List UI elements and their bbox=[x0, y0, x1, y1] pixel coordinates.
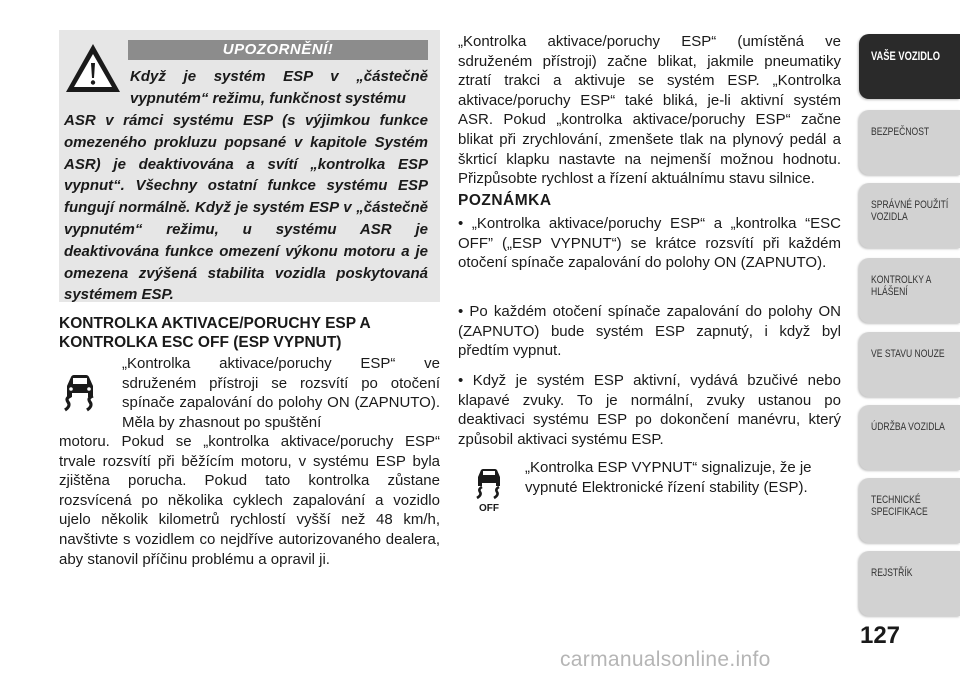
esp-off-icon bbox=[472, 464, 506, 514]
watermark: carmanualsonline.info bbox=[560, 648, 771, 671]
note-bullet-3: • Když je systém ESP aktivní, vydává bzučivé nebo klapavé zvuky. To je normální, zvuky ustanou po deaktivaci systému ESP po dokončení manévru, který způsobil aktivaci systému ESP. bbox=[458, 372, 841, 448]
right-paragraph: „Kontrolka aktivace/poruchy ESP“ (umístěná ve sdruženém přístroji) začne blikat, jakmile pneumatiky ztratí trakci a aktivuje se systém ESP. „Kontrolka aktivace/poruchy ESP“ také bliká, je-li aktivní systém ASR. Pokud „kontrolka aktivace/poruchy ESP“ začne blikat při zrychlování, zmenšete tlak na plynový pedál a škrticí klapku nastavte na nejmenší možnou hodnotu. Přizpůsobte rychlost a řízení aktuálnímu stavu silnice. bbox=[458, 33, 841, 188]
left-indent-paragraph: „Kontrolka aktivace/poruchy ESP“ ve sdruženém přístroji se rozsvítí po otočení spínače zapalování do polohy ON (ZAPNUTO). Měla by zhasnout po spuštění bbox=[122, 355, 440, 431]
section-heading: KONTROLKA AKTIVACE/PORUCHY ESP A KONTROLKA ESC OFF (ESP VYPNUT) bbox=[59, 315, 371, 351]
note-heading: POZNÁMKA bbox=[458, 192, 552, 209]
tab-technicke[interactable]: TECHNICKÉ SPECIFIKACE bbox=[859, 478, 960, 543]
tab-nouze[interactable]: VE STAVU NOUZE bbox=[859, 332, 960, 397]
note-bullet-1: • „Kontrolka aktivace/poruchy ESP“ a „kontrolka “ESC OFF” („ESP VYPNUT“) se krátce rozsvítí při každém otočení spínače zapalování do polohy ON (ZAPNUTO). bbox=[458, 215, 841, 272]
tab-bezpecnost[interactable]: BEZPEČNOST bbox=[859, 110, 960, 175]
tab-rejstrik[interactable]: REJSTŘÍK bbox=[859, 551, 960, 616]
tab-udrzba[interactable]: ÚDRŽBA VOZIDLA bbox=[859, 405, 960, 470]
tab-vase-vozidlo[interactable]: VAŠE VOZIDLO bbox=[859, 34, 960, 99]
warning-header: UPOZORNĚNÍ! bbox=[128, 40, 428, 60]
warning-text-first: Když je systém ESP v „částečně vypnutém“ režimu, funkčnost systému bbox=[130, 68, 428, 107]
esp-off-icon-label: OFF bbox=[479, 503, 499, 514]
left-full-paragraph: motoru. Pokud se „kontrolka aktivace/poruchy ESP“ trvale rozsvítí při běžícím motoru, v systému ESP byla zjištěna porucha. Pokud tato kontrolka zůstane rozsvícená po několika cyklech zapalování a vozidlo ujelo několik kilometrů rychlostí vyšší než 48 km/h, navštivte s vozidlem co nejdříve autorizovaného dealera, aby stanovil příčinu problému a opravil ji. bbox=[59, 433, 440, 568]
warning-text-rest: ASR v rámci systému ESP (s výjimkou funkce omezeného prokluzu popsané v kapitole Systém ASR) je deaktivována a svítí „kontrolka ESP vypnut“. Všechny ostatní funkce systému ESP fungují normálně. Když je systém ESP v „částečně vypnutém“ režimu, u systému ASR je deaktivována funkce omezení výkonu motoru a je omezena zvýšená stabilita vozidla poskytovaná systémem ESP. bbox=[64, 112, 428, 304]
tab-kontrolky[interactable]: KONTROLKY A HLÁŠENÍ bbox=[859, 258, 960, 323]
page-number: 127 bbox=[859, 622, 901, 649]
esp-off-paragraph: „Kontrolka ESP VYPNUT“ signalizuje, že je vypnuté Elektronické řízení stability (ESP). bbox=[525, 459, 812, 496]
tab-spravne-pouziti[interactable]: SPRÁVNÉ POUŽITÍ VOZIDLA bbox=[859, 183, 960, 248]
esp-activation-icon bbox=[58, 368, 102, 412]
warning-triangle-icon bbox=[63, 40, 123, 96]
note-bullet-2: • Po každém otočení spínače zapalování do polohy ON (ZAPNUTO) bude systém ESP zapnutý, i když byl předtím vypnut. bbox=[458, 303, 841, 360]
